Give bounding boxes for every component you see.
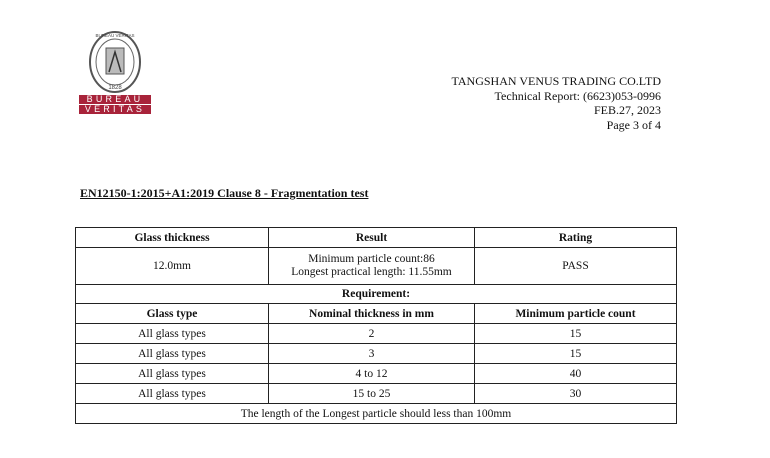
min-particle-count-cell: 15	[475, 344, 677, 364]
fragmentation-table	[75, 227, 677, 424]
nominal-thickness-cell: 2	[269, 324, 475, 344]
header-result: Result	[269, 228, 475, 248]
min-particle-count-cell: 30	[475, 384, 677, 404]
table-row	[76, 364, 677, 384]
report-date: FEB.27, 2023	[593, 103, 661, 117]
nominal-thickness-cell: 4 to 12	[269, 364, 475, 384]
nominal-thickness-cell: 15 to 25	[269, 384, 475, 404]
min-particle-count-cell: 15	[475, 324, 677, 344]
glass-type-cell: All glass types	[76, 384, 269, 404]
section-title: EN12150-1:2015+A1:2019 Clause 8 - Fragmentation test	[80, 186, 369, 200]
table-row	[76, 384, 677, 404]
table-row	[76, 344, 677, 364]
results-header-row	[76, 228, 677, 248]
table-row	[76, 324, 677, 344]
header-glass-thickness: Glass thickness	[76, 228, 269, 248]
note-row	[76, 404, 677, 424]
result-rating: PASS	[475, 248, 677, 285]
result-cell	[269, 248, 475, 285]
requirement-note: The length of the Longest particle should less than 100mm	[76, 404, 677, 424]
nominal-thickness-cell: 3	[269, 344, 475, 364]
bureau-veritas-seal-icon	[79, 28, 153, 98]
header-rating: Rating	[475, 228, 677, 248]
glass-type-cell: All glass types	[76, 364, 269, 384]
svg-text:BUREAU VERITAS: BUREAU VERITAS	[95, 33, 135, 38]
requirement-header-row	[76, 304, 677, 324]
requirement-row	[76, 285, 677, 304]
results-row	[76, 248, 677, 285]
report-number: Technical Report: (6623)053-0996	[494, 88, 661, 103]
min-particle-count-cell: 40	[475, 364, 677, 384]
result-line-particle-count: Minimum particle count:86	[308, 253, 435, 265]
glass-type-cell: All glass types	[76, 344, 269, 364]
requirement-label: Requirement:	[76, 285, 677, 304]
logo-band-bureau: BUREAU	[79, 95, 151, 104]
header-glass-type: Glass type	[76, 304, 269, 324]
logo-band-veritas: VERITAS	[79, 105, 151, 114]
report-header	[452, 74, 662, 132]
company-name: TANGSHAN VENUS TRADING CO.LTD	[451, 74, 661, 88]
page-number: Page 3 of 4	[606, 117, 661, 132]
result-thickness: 12.0mm	[76, 248, 269, 285]
result-line-longest-length: Longest practical length: 11.55mm	[291, 266, 452, 278]
svg-text:1828: 1828	[108, 85, 122, 91]
header-min-particle-count: Minimum particle count	[475, 304, 677, 324]
header-nominal-thickness: Nominal thickness in mm	[269, 304, 475, 324]
glass-type-cell: All glass types	[76, 324, 269, 344]
